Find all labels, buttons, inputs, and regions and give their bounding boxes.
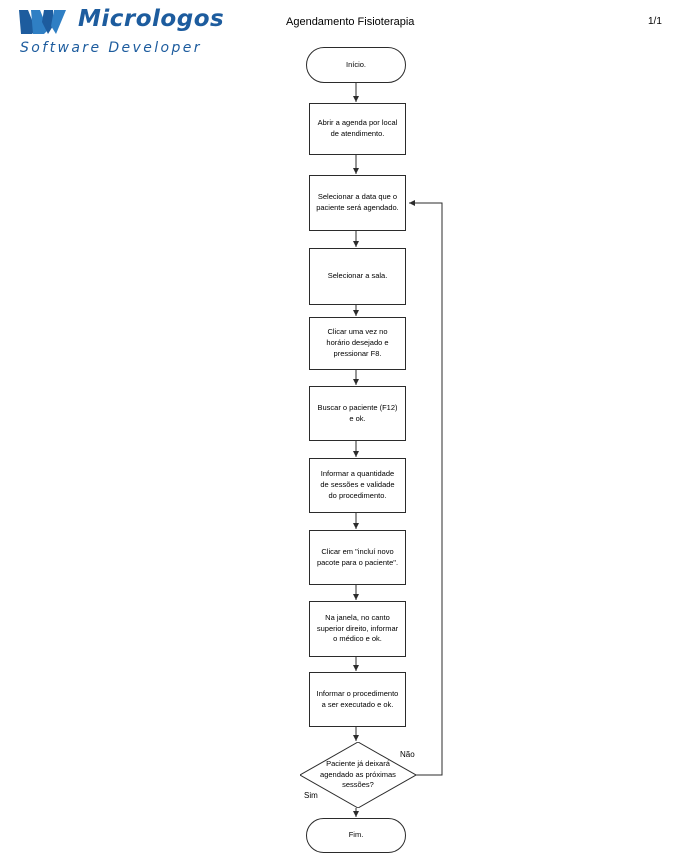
page-title: Agendamento Fisioterapia [286, 16, 415, 28]
flow-node-start [306, 47, 406, 83]
brand-name: Micrologos [78, 6, 225, 32]
flow-node-label: Clicar uma vez no horário desejado e pressionar F8. [326, 327, 389, 358]
flow-node-label: Informar o procedimento a ser executado e ok. [316, 688, 399, 709]
edge-label-nao: Não [400, 750, 415, 759]
flow-node-s2 [309, 175, 406, 231]
flow-node-label: Fim. [348, 830, 364, 840]
flow-node-s3 [309, 248, 406, 305]
flow-node-label: Selecionar a sala. [327, 271, 388, 281]
flow-node-label: Informar a quantidade de sessões e validade do procedimento. [320, 469, 395, 500]
flow-node-s8 [309, 601, 406, 657]
flow-node-label: Selecionar a data que o paciente será agendado. [316, 192, 399, 212]
flow-node-s4 [309, 317, 406, 370]
flow-node-s1 [309, 103, 406, 155]
flow-node-label: Na janela, no canto superior direito, informar o médico e ok. [316, 612, 399, 644]
brand-tagline: Software Developer [20, 40, 202, 56]
flow-node-s9 [309, 672, 406, 727]
flow-node-end [306, 818, 406, 853]
flow-node-label: Início. [345, 59, 366, 69]
flow-node-label: Abrir a agenda por local de atendimento. [317, 118, 398, 138]
flow-node-label: Paciente já deixará agendado as próximas sessões? [320, 759, 396, 790]
flow-node-label: Buscar o paciente (F12) e ok. [317, 402, 398, 423]
flow-node-s7 [309, 530, 406, 585]
flow-node-label: Clicar em "incluí novo pacote para o paciente". [316, 546, 399, 567]
flow-node-s5 [309, 386, 406, 441]
page-indicator: 1/1 [648, 16, 662, 27]
edge-label-sim: Sim [304, 791, 318, 800]
flow-node-s6 [309, 458, 406, 513]
